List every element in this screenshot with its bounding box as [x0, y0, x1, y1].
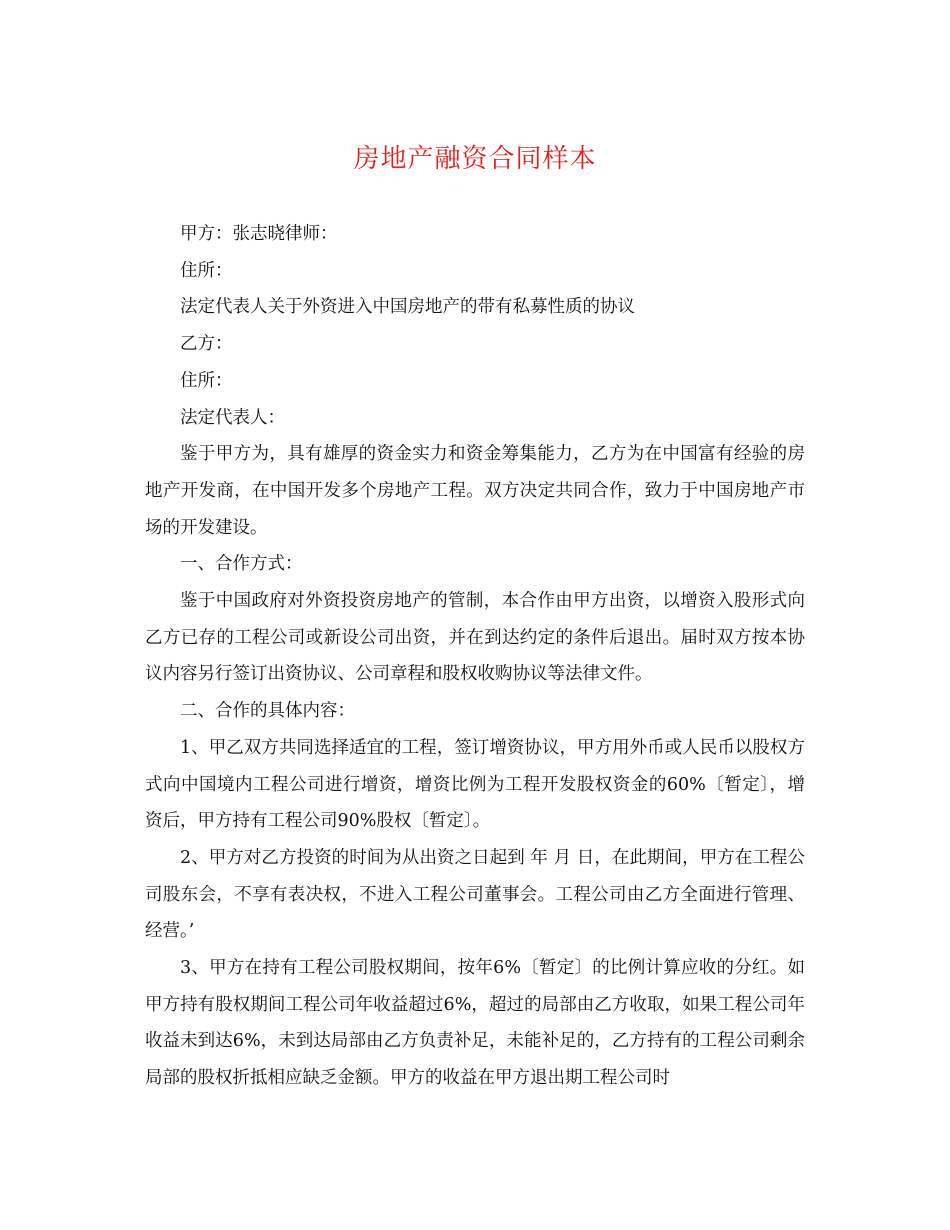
preamble-paragraph: 鉴于甲方为，具有雄厚的资金实力和资金筹集能力，乙方为在中国富有经验的房地产开发商，在中国开发多个房地产工程。双方决定共同合作，致力于中国房地产市场的开发建设。: [145, 444, 805, 538]
party-a-line: 甲方：张志晓律师：: [180, 224, 338, 244]
party-a-representative-line: 法定代表人关于外资进入中国房地产的带有私募性质的协议: [180, 297, 635, 318]
clause-3-paragraph: 3、甲方在持有工程公司股权期间，按年6%〔暂定〕的比例计算应收的分红。如甲方持有股权期间工程公司年收益超过6%，超过的局部由乙方收取，如果工程公司年收益未到达6%，未到达局部由乙方负责补足，未能补足的，乙方持有的工程公司剩余局部的股权折抵相应缺乏金额。甲方的收益在甲方退出期工程公司时: [145, 958, 805, 1089]
clause-1-paragraph: 1、甲乙双方共同选择适宜的工程，签订增资协议，甲方用外币或人民币以股权方式向中国境内工程公司进行增资，增资比例为工程开发股权资金的60%〔暂定〕，增资后，甲方持有工程公司90%股权〔暂定〕。: [145, 737, 805, 832]
section-heading-cooperation-content: 二、合作的具体内容：: [180, 701, 355, 722]
party-b-address-line: 住所：: [180, 370, 233, 391]
cooperation-method-paragraph: 鉴于中国政府对外资投资房地产的管制，本合作由甲方出资，以增资入股形式向乙方已存的工程公司或新设公司出资，并在到达约定的条件后退出。届时双方按本协议内容另行签订出资协议、公司章程和股权收购协议等法律文件。: [145, 591, 805, 685]
party-a-address-line: 住所：: [180, 260, 233, 281]
document-title: 房地产融资合同样本: [353, 144, 597, 174]
party-b-representative-line: 法定代表人：: [180, 407, 285, 428]
document-body: [145, 216, 805, 1097]
party-b-line: 乙方：: [180, 334, 233, 355]
section-heading-cooperation-method: 一、合作方式：: [180, 554, 303, 575]
clause-2-paragraph: 2、甲方对乙方投资的时间为从出资之日起到 年 月 日，在此期间，甲方在工程公司股东会，不享有表决权，不进入工程公司董事会。工程公司由乙方全面进行管理、经营。’: [145, 847, 805, 942]
